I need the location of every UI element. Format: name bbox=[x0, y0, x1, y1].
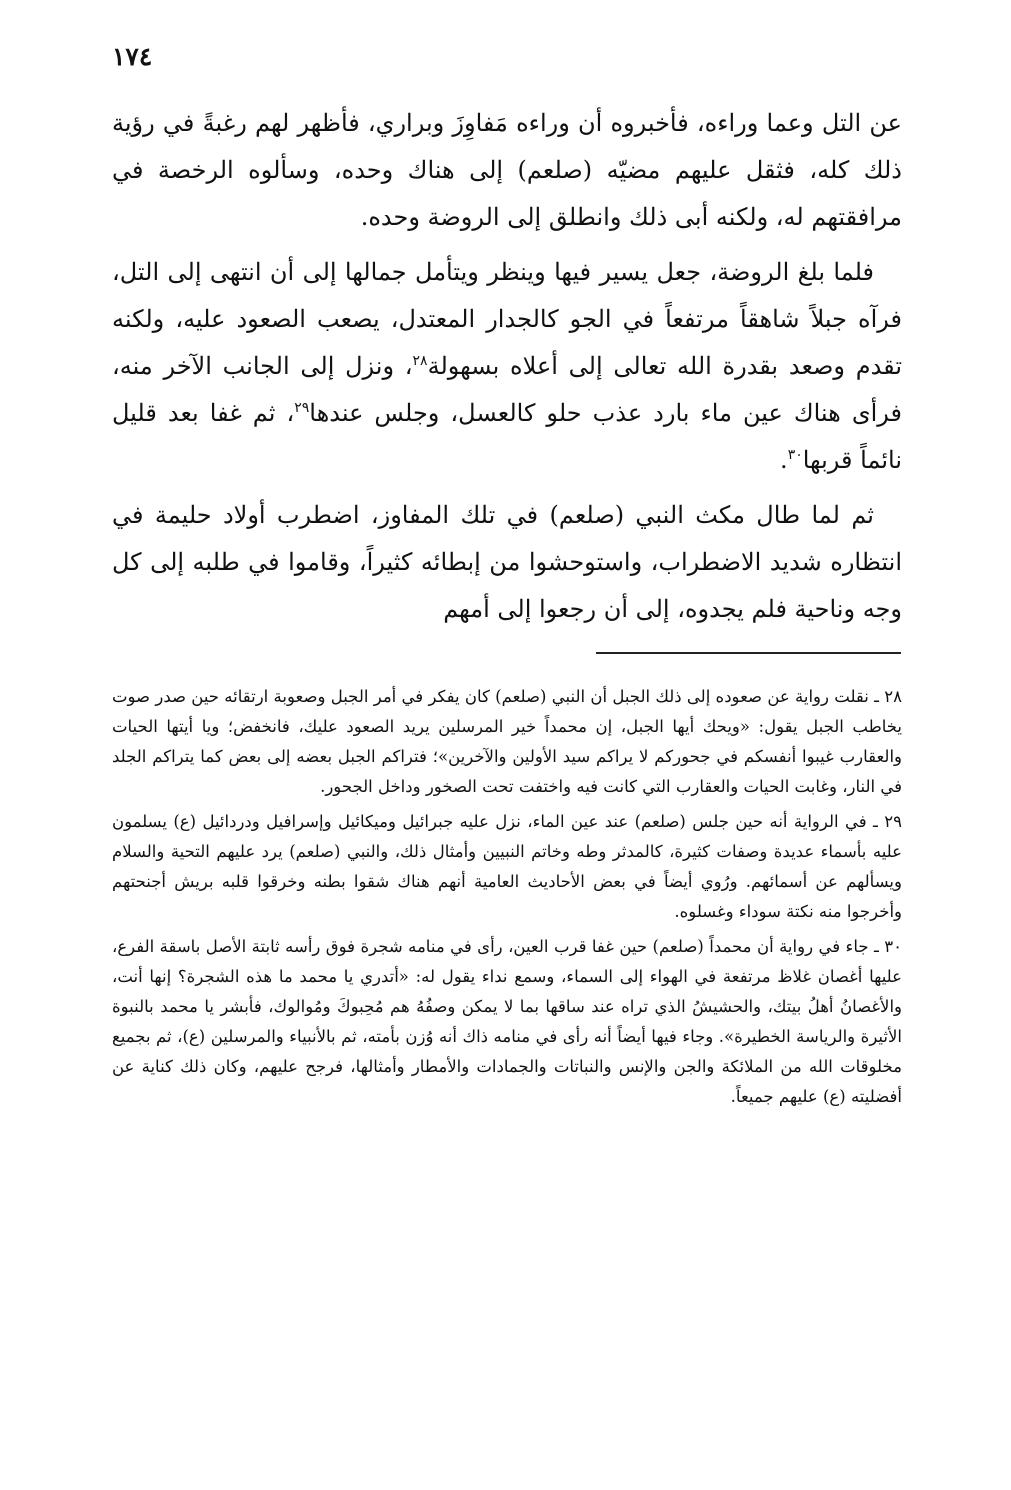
paragraph-2-part-2: ، ونزل إلى الجانب الآخر منه، فرأى هناك عين ماء بارد عذب حلو كالعسل، وجلس عندها bbox=[112, 352, 903, 427]
footnote-text: ـ جاء في رواية أن محمداً (صلعم) حين غفا قرب العين، رأى في منامه شجرة فوق رأسه ثابتة الأصل باسقة الفرع، عليها أغصان غلاظ مرتفعة في الهواء إلى السماء، وسمع نداء يقول له: «أتدري يا محمد ما هذه الشجرة؟ إنها أنت، والأغصانُ أهلُ بيتك، والحشيشُ الذي تراه عند ساقها بما لا يمكن وصفُهُ هم مُحِبوكَ ومُوالوك، فأبشر يا محمد بالنبوة الأثيرة والرياسة الخطيرة». وجاء فيها أيضاً أنه رأى في منامه ذاك أنه وُزن بأمته، ثم بالأنبياء والمرسلين (ع)، ثم بجميع مخلوقات الله من الملائكة والجن والإنس والنباتات والجمادات والأمطار وأمثالها، فرجح عليهم، وكان ذلك كناية عن أفضليته (ع) عليهم جميعاً. bbox=[112, 937, 902, 1106]
footnote-text: ـ في الرواية أنه حين جلس (صلعم) عند عين الماء، نزل عليه جبرائيل وميكائيل وإسرافيل ودردائيل (ع) يسلمون عليه بأسماء عديدة وصفات كثيرة، كالمدثر وطه وخاتم النبيين وأمثال ذلك، والنبي (صلعم) يرد عليهم التحية والسلام ويسألهم عن أسمائهم. ورُوي أيضاً في بعض الأحاديث العامية أنهم هناك شقوا بطنه وخرقوا قلبه بريش أجنحتهم وأخرجوا منه نكتة سوداء وغسلوه. bbox=[112, 812, 902, 921]
footnote-separator bbox=[596, 652, 901, 654]
footnotes-section bbox=[112, 682, 902, 1117]
footnote-reference-29[interactable]: ٢٩ bbox=[294, 400, 310, 416]
paragraph-1: عن التل وعما وراءه، فأخبروه أن وراءه مَفاوِزَ وبراري، فأظهر لهم رغبةً في رؤية ذلك كله، فثقل عليهم مضيّه (صلعم) إلى هناك وحده، وسألوه الرخصة في مرافقتهم له، ولكنه أبى ذلك وانطلق إلى الروضة وحده. bbox=[112, 109, 903, 231]
paragraph-2-part-1: فلما بلغ الروضة، جعل يسير فيها وينظر ويتأمل جمالها إلى أن انتهى إلى التل، فرآه جبلاً شاهقاً مرتفعاً في الجو كالجدار المعتدل، يصعب الصعود عليه، ولكنه تقدم وصعد بقدرة الله تعالى إلى أعلاه بسهولة bbox=[112, 258, 902, 380]
page-number: ١٧٤ bbox=[112, 42, 153, 71]
paragraph-3: ثم لما طال مكث النبي (صلعم) في تلك المفاوز، اضطرب أولاد حليمة في انتظاره شديد الاضطراب، واستوحشوا من إبطائه كثيراً، وقاموا في طلبه إلى كل وجه وناحية فلم يجدوه، إلى أن رجعوا إلى أمهم bbox=[112, 501, 902, 623]
footnote-29 bbox=[112, 807, 902, 927]
footnote-number: ٢٨ bbox=[884, 687, 903, 706]
footnote-reference-30[interactable]: ٣٠ bbox=[787, 447, 803, 463]
footnote-number: ٢٩ bbox=[884, 812, 903, 831]
footnote-number: ٣٠ bbox=[884, 937, 902, 956]
footnote-reference-28[interactable]: ٢٨ bbox=[412, 353, 428, 369]
paragraph-2-end: . bbox=[780, 446, 788, 474]
paragraph-2 bbox=[112, 249, 902, 484]
footnote-30 bbox=[112, 932, 902, 1112]
footnote-28 bbox=[112, 682, 902, 802]
main-text bbox=[112, 100, 902, 641]
paragraph-2-part-3: ، ثم غفا بعد قليل نائماً قربها bbox=[112, 399, 902, 474]
footnote-text: ـ نقلت رواية عن صعوده إلى ذلك الجبل أن النبي (صلعم) كان يفكر في أمر الجبل وصعوبة ارتقائه حين صدر صوت يخاطب الجبل يقول: «ويحك أيها الجبل، إن محمداً خير المرسلين يريد الصعود عليك، فانخفض؛ ويا أيتها الحيات والعقارب غيبوا أنفسكم في جحوركم لا يراكم سيد الأولين والآخرين»؛ فتراكم الجبل بعضه إلى بعض كما يتراكم الجلد في النار، وغابت الحيات والعقارب التي كانت فيه واختفت تحت الصخور وداخل الجحور. bbox=[112, 687, 902, 796]
